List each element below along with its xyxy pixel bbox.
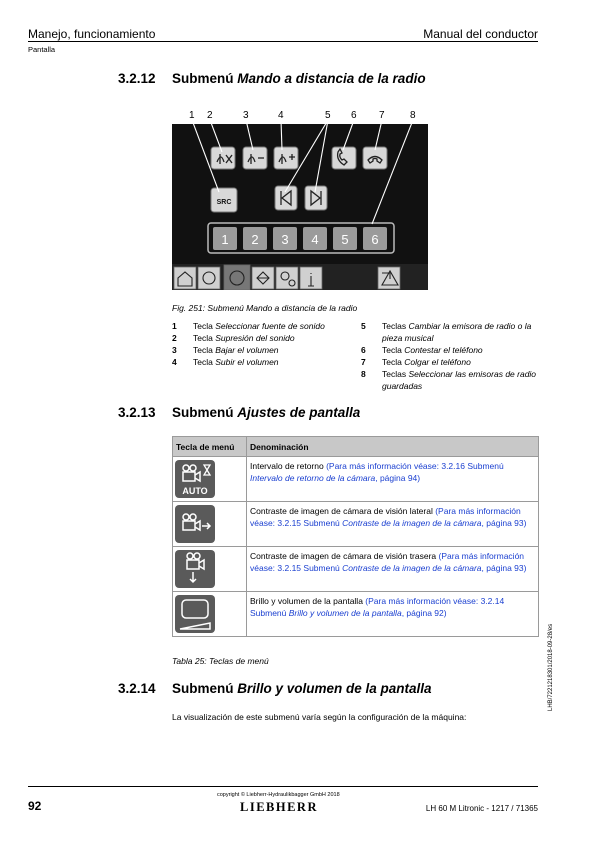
legend-item-5: 5 Teclas Cambiar la emisora de radio o la pieza musical	[361, 321, 532, 343]
legend-right	[361, 320, 537, 392]
header-subsection: Pantalla	[28, 45, 56, 54]
legend-item-1: 1 Tecla Seleccionar fuente de sonido	[172, 321, 325, 331]
volume-up-button	[274, 147, 298, 169]
table-caption: Tabla 25: Teclas de menú	[172, 656, 269, 666]
callout-5: 5	[325, 110, 331, 121]
legend-item-8: 8 Teclas Seleccionar las emisoras de radio guardadas	[361, 369, 537, 391]
callout-7: 7	[379, 110, 385, 121]
section-body-text: La visualización de este submenú varía según la configuración de la máquina:	[172, 712, 467, 722]
engine-tab	[224, 265, 250, 290]
camera-rear-icon	[175, 550, 215, 588]
camera-side-icon	[175, 505, 215, 543]
table-row	[173, 457, 539, 502]
auto-label: AUTO	[182, 486, 208, 496]
brand-logo: LIEBHERR	[240, 800, 318, 814]
legend-item-7: 7 Tecla Colgar el teléfono	[361, 357, 471, 367]
section-title-italic: Mando a distancia de la radio	[237, 71, 426, 86]
next-button	[305, 186, 327, 210]
machine-model: LH 60 M Litronic - 1217 / 71365	[425, 804, 538, 813]
footer-rule	[28, 786, 538, 787]
preset-label-1: 1	[221, 232, 229, 247]
section-heading-brightness	[118, 681, 432, 696]
cross-reference-link[interactable]: (Para más información véase: 3.2.16 Submenú Intervalo de retorno de la cámara, página 94)	[250, 461, 504, 483]
legend-item-2: 2 Tecla Supresión del sonido	[172, 333, 295, 343]
section-number: 3.2.14	[118, 681, 156, 696]
table-header-name: Denominación	[247, 437, 539, 457]
row-name: Intervalo de retorno	[250, 461, 327, 471]
table-header-key: Tecla de menú	[173, 437, 247, 457]
callout-4: 4	[278, 110, 284, 121]
callout-1: 1	[189, 110, 195, 121]
cross-reference-link[interactable]: (Para más información véase: 3.2.15 Submenú Contraste de la imagen de la cámara, página 93)	[250, 506, 527, 528]
section-heading-display-settings	[118, 405, 360, 420]
table-row	[173, 592, 539, 637]
section-heading-radio	[118, 71, 426, 86]
camera-interval-auto-icon	[175, 460, 215, 498]
radio-remote-figure	[172, 110, 428, 290]
table-header-row	[173, 437, 539, 457]
src-label: SRC	[216, 199, 232, 206]
cross-reference-link[interactable]: (Para más información véase: 3.2.15 Submenú Contraste de la imagen de la cámara, página 93)	[250, 551, 527, 573]
callout-3: 3	[243, 110, 249, 121]
legend-left	[172, 320, 348, 368]
row-name: Brillo y volumen de la pantalla	[250, 596, 366, 606]
screen-settings-tab	[378, 267, 400, 289]
settings-tab	[276, 267, 298, 289]
header-chapter: Manejo, funcionamiento	[28, 27, 156, 41]
table-row	[173, 502, 539, 547]
preset-label-6: 6	[371, 232, 379, 247]
callout-6: 6	[351, 110, 357, 121]
menu-keys-table	[172, 436, 539, 637]
legend-item-6: 6 Tecla Contestar el teléfono	[361, 345, 483, 355]
section-title-prefix: Submenú	[172, 405, 238, 420]
section-title-prefix: Submenú	[172, 681, 238, 696]
figure-caption: Fig. 251: Submenú Mando a distancia de la radio	[172, 303, 358, 313]
table-row	[173, 547, 539, 592]
section-number: 3.2.13	[118, 405, 156, 420]
brightness-volume-icon	[175, 595, 215, 633]
row-name: Contraste de imagen de cámara de visión trasera	[250, 551, 439, 561]
header-manual-title: Manual del conductor	[423, 27, 538, 41]
row-name: Contraste de imagen de cámara de visión lateral	[250, 506, 436, 516]
section-title-italic: Ajustes de pantalla	[237, 405, 361, 420]
preset-label-2: 2	[251, 232, 259, 247]
page-number: 92	[28, 799, 42, 813]
section-title-italic: Brillo y volumen de la pantalla	[237, 681, 432, 696]
section-number: 3.2.12	[118, 71, 156, 86]
preset-label-3: 3	[281, 232, 289, 247]
callout-2: 2	[207, 110, 213, 121]
document-id-side: LHB/7221218301/2018-09-28/es	[548, 623, 554, 711]
cross-reference-link[interactable]: (Para más información véase: 3.2.14 Submenú Brillo y volumen de la pantalla, página 92)	[250, 596, 505, 618]
legend-item-3: 3 Tecla Bajar el volumen	[172, 345, 279, 355]
climate-tab	[198, 267, 220, 289]
callout-8: 8	[410, 110, 416, 121]
copyright: copyright © Liebherr-Hydraulikbagger GmbH 2018	[217, 792, 340, 798]
legend-item-4: 4 Tecla Subir el volumen	[172, 357, 279, 367]
preset-label-4: 4	[311, 232, 319, 247]
section-title-prefix: Submenú	[172, 71, 238, 86]
header-rule	[28, 41, 538, 42]
preset-label-5: 5	[341, 232, 349, 247]
